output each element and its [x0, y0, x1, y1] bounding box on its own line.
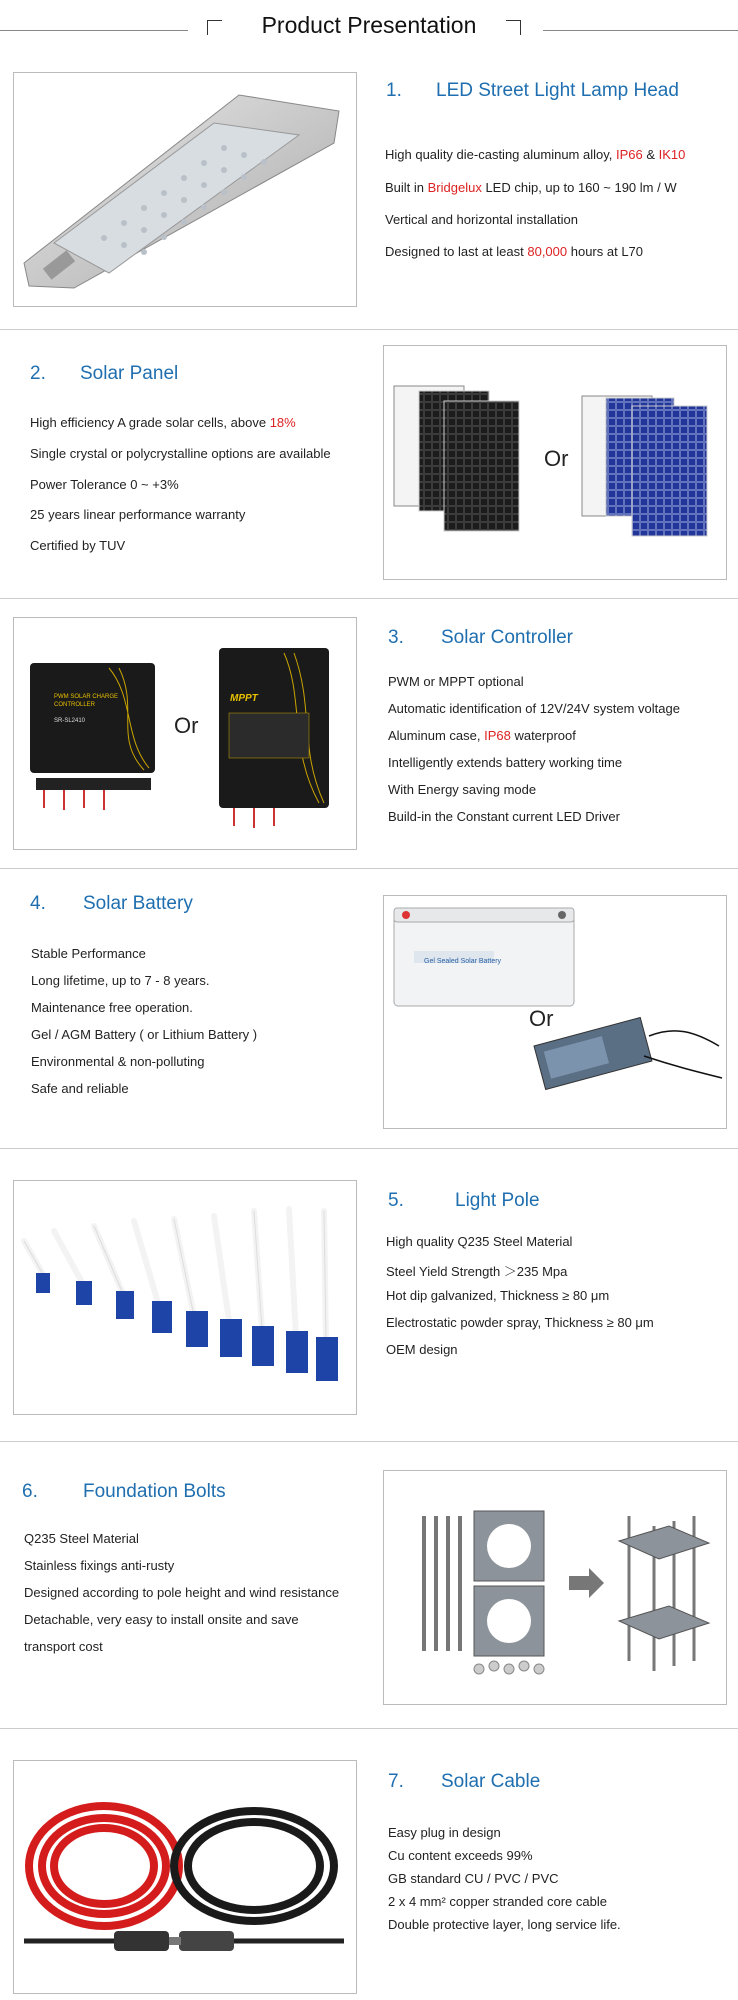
- feature-line: transport cost: [24, 1639, 103, 1654]
- feature-line: GB standard CU / PVC / PVC: [388, 1871, 559, 1886]
- section-title: 3. Solar Controller: [388, 627, 573, 648]
- solar-cable-image: [13, 1760, 357, 1994]
- feature-line: High efficiency A grade solar cells, above 18%: [30, 415, 296, 430]
- section-divider: [0, 1728, 738, 1729]
- or-label: Or: [529, 1006, 554, 1031]
- or-label: Or: [544, 446, 569, 471]
- feature-line: Long lifetime, up to 7 - 8 years.: [31, 973, 210, 988]
- pwm-controller-label: PWM SOLAR CHARGE CONTROLLER: [54, 694, 119, 708]
- feature-line: Built in Bridgelux LED chip, up to 160 ~ 190 lm / W: [385, 180, 677, 195]
- feature-line: Designed to last at least 80,000 hours at L70: [385, 244, 644, 259]
- feature-line: Maintenance free operation.: [31, 1000, 193, 1015]
- feature-line: Designed according to pole height and wind resistance: [24, 1585, 340, 1600]
- feature-line: Double protective layer, long service life.: [388, 1917, 621, 1932]
- feature-line: Single crystal or polycrystalline options are available: [30, 446, 331, 461]
- feature-line: Q235 Steel Material: [24, 1531, 139, 1546]
- feature-line: Build-in the Constant current LED Driver: [388, 809, 620, 824]
- feature-line: 2 x 4 mm² copper stranded core cable: [388, 1894, 607, 1909]
- feature-line: 25 years linear performance warranty: [30, 507, 246, 522]
- header-rule-right: [543, 30, 738, 31]
- feature-line: Certified by TUV: [30, 538, 126, 553]
- feature-line: Detachable, very easy to install onsite and save: [24, 1612, 299, 1627]
- section-title: 2. Solar Panel: [30, 363, 179, 384]
- section-divider: [0, 598, 738, 599]
- light-pole-image: [13, 1180, 357, 1415]
- page-title: Product Presentation: [261, 12, 477, 38]
- section-divider: [0, 1148, 738, 1149]
- feature-line: Electrostatic powder spray, Thickness ≥ 80 μm: [386, 1315, 654, 1330]
- feature-line: With Energy saving mode: [388, 782, 537, 797]
- feature-line: Hot dip galvanized, Thickness ≥ 80 μm: [386, 1288, 610, 1303]
- feature-line: Stable Performance: [31, 946, 146, 961]
- feature-line: Stainless fixings anti-rusty: [24, 1558, 175, 1573]
- header-bracket-right: [506, 20, 521, 35]
- feature-line: Automatic identification of 12V/24V system voltage: [388, 701, 680, 716]
- feature-line: High quality Q235 Steel Material: [386, 1234, 573, 1249]
- feature-line: High quality die-casting aluminum alloy, IP66 & IK10: [385, 147, 686, 162]
- feature-line: Easy plug in design: [388, 1825, 501, 1840]
- section-divider: [0, 329, 738, 330]
- section-title: 5. Light Pole: [388, 1190, 540, 1211]
- foundation-bolts-image: [383, 1470, 727, 1705]
- feature-line: Aluminum case, IP68 waterproof: [388, 728, 576, 743]
- feature-line: PWM or MPPT optional: [388, 674, 524, 689]
- pwm-controller-model: SR-SL2410: [54, 718, 86, 724]
- section-title: 6. Foundation Bolts: [22, 1481, 226, 1502]
- solar-controller-image: [13, 617, 357, 850]
- or-label: Or: [174, 713, 199, 738]
- feature-line: Intelligently extends battery working time: [388, 755, 623, 770]
- feature-line: Steel Yield Strength ＞235 Mpa: [386, 1264, 568, 1279]
- section-title: 7. Solar Cable: [388, 1771, 541, 1792]
- feature-line: OEM design: [386, 1342, 458, 1357]
- section-title: 4. Solar Battery: [30, 893, 193, 914]
- solar-battery-image: [383, 895, 727, 1129]
- section-title: 1. LED Street Light Lamp Head: [386, 80, 679, 101]
- feature-line: Gel / AGM Battery ( or Lithium Battery ): [31, 1027, 258, 1042]
- section-divider: [0, 868, 738, 869]
- mppt-controller-label: MPPT: [230, 693, 258, 704]
- feature-line: Safe and reliable: [31, 1081, 129, 1096]
- section-divider: [0, 1441, 738, 1442]
- feature-line: Vertical and horizontal installation: [385, 212, 578, 227]
- feature-line: Power Tolerance 0 ~ +3%: [30, 477, 179, 492]
- feature-line: Cu content exceeds 99%: [388, 1848, 533, 1863]
- solar-panel-image: [383, 345, 727, 580]
- lamp-head-image: [13, 72, 357, 307]
- feature-line: Environmental & non-polluting: [31, 1054, 205, 1069]
- battery-label: Gel Sealed Solar Battery: [424, 958, 502, 965]
